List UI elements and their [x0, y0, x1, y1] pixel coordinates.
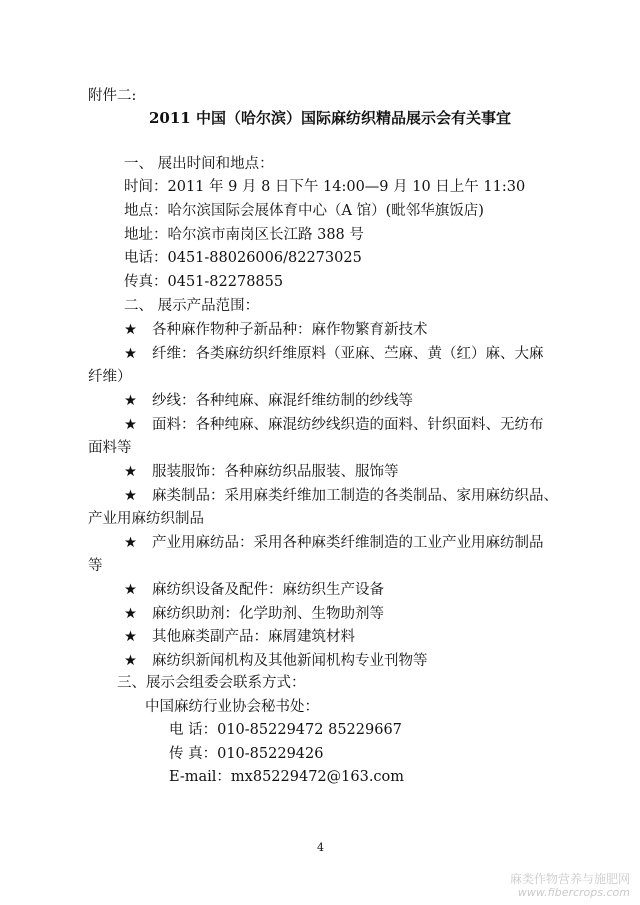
contact-email: E-mail：mx85229472@163.com	[169, 769, 405, 785]
watermark-url: www.fibercrops.com	[517, 886, 630, 899]
contact-phone: 电 话：010-85229472 85229667	[169, 722, 402, 738]
star-icon: ★	[124, 582, 137, 598]
section3-heading: 三、展示会组委会联系方式：	[117, 675, 306, 691]
attachment-label: 附件二:	[88, 88, 137, 104]
star-icon: ★	[124, 629, 137, 645]
watermark-text: 麻类作物营养与施肥网	[509, 872, 630, 886]
star-icon: ★	[124, 417, 137, 433]
star-icon: ★	[124, 606, 137, 622]
list-item-text: 各种麻作物种子新品种：麻作物繁育新技术	[152, 322, 428, 338]
list-item	[124, 391, 413, 411]
list-item-continuation: 面料等	[88, 440, 132, 456]
contact-organization: 中国麻纺行业协会秘书处：	[145, 699, 319, 715]
list-item-text: 麻纺织助剂：化学助剂、生物助剂等	[152, 606, 384, 622]
list-item	[124, 462, 399, 482]
star-icon: ★	[124, 464, 137, 480]
star-icon: ★	[124, 653, 137, 669]
contact-fax: 传 真：010-85229426	[169, 746, 324, 762]
section2-heading: 二、 展示产品范围：	[124, 298, 260, 314]
watermark	[510, 873, 630, 899]
list-item-text: 纱线：各种纯麻、麻混纤维纺制的纱线等	[152, 393, 413, 409]
star-icon: ★	[124, 535, 137, 551]
list-item	[124, 580, 384, 600]
event-address: 地址：哈尔滨市南岗区长江路 388 号	[124, 227, 364, 243]
list-item	[124, 415, 544, 435]
list-item-text: 麻类制品：采用麻类纤维加工制造的各类制品、家用麻纺织品、	[152, 488, 558, 504]
list-item-text: 其他麻类副产品：麻屑建筑材料	[152, 629, 355, 645]
list-item-text: 麻纺织新闻机构及其他新闻机构专业刊物等	[152, 653, 428, 669]
list-item-text: 纤维：各类麻纺织纤维原料（亚麻、苎麻、黄（红）麻、大麻	[152, 346, 544, 362]
list-item-continuation: 产业用麻纺织制品	[88, 511, 204, 527]
list-item-continuation: 等	[88, 558, 103, 574]
list-item	[124, 320, 428, 340]
event-phone: 电话：0451-88026006/82273025	[124, 250, 362, 266]
list-item-text: 面料：各种纯麻、麻混纺纱线织造的面料、针织面料、无纺布	[152, 417, 544, 433]
list-item	[124, 486, 558, 506]
page-number: 4	[317, 841, 324, 854]
list-item-text: 产业用麻纺品：采用各种麻类纤维制造的工业产业用麻纺制品	[152, 535, 544, 551]
section1-heading: 一、 展出时间和地点：	[124, 156, 274, 172]
list-item	[124, 533, 544, 553]
event-time: 时间：2011 年 9 月 8 日下午 14:00—9 月 10 日上午 11:30	[124, 179, 526, 195]
list-item	[124, 627, 355, 647]
list-item-text: 麻纺织设备及配件：麻纺织生产设备	[152, 582, 384, 598]
list-item-continuation: 纤维）	[88, 369, 132, 385]
star-icon: ★	[124, 346, 137, 362]
list-item	[124, 651, 428, 671]
star-icon: ★	[124, 393, 137, 409]
event-fax: 传真：0451-82278855	[124, 274, 284, 290]
event-venue: 地点：哈尔滨国际会展体育中心（A 馆）(毗邻华旗饭店)	[124, 203, 484, 219]
list-item	[124, 344, 544, 364]
star-icon: ★	[124, 322, 137, 338]
page-title: 2011 中国（哈尔滨）国际麻纺织精品展示会有关事宜	[149, 109, 511, 127]
star-icon: ★	[124, 488, 137, 504]
list-item	[124, 604, 384, 624]
list-item-text: 服装服饰：各种麻纺织品服装、服饰等	[152, 464, 399, 480]
